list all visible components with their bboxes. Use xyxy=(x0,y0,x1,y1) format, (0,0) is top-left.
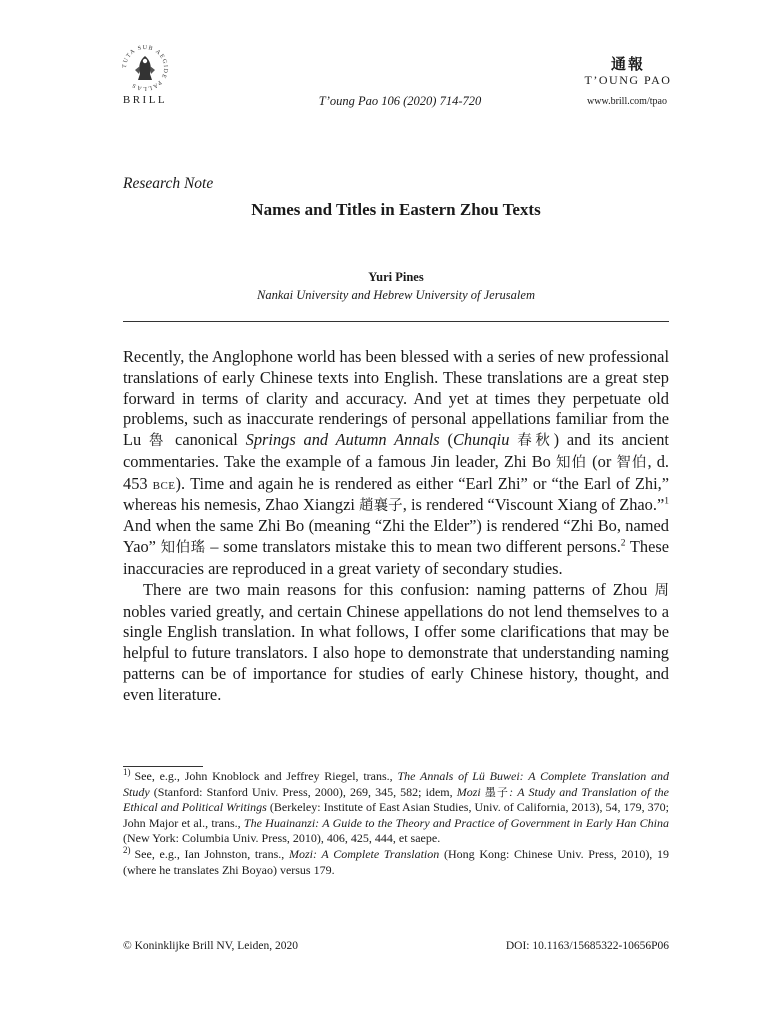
author-affiliation: Nankai University and Hebrew University of Jerusalem xyxy=(257,288,535,302)
footnote-1: $^{1)}$ See, e.g., John Knoblock and Jeffrey Riegel, trans., The Annals of Lü Buwei: A Complete Translation and Study (Stanford: Stanford Univ. Press, 2000), 269, 345, 582; idem, Mozi 墨子: A Study and Translation of the Ethical and Political Writings (Berkeley: Institute of East Asian Studies, Univ. of California, 2013), 54, 179, 370; John Major et al., trans., The Huainanzi: A Guide to the Theory and Practice of Government in Early Han China (New York: Columbia Univ. Press, 2010), 406, 425, 444, et saepe. xyxy=(123,767,670,846)
footnote-2: $^{2)}$ See, e.g., Ian Johnston, trans., Mozi: A Complete Translation (Hong Kong: Chinese Univ. Press, 2010), 19 (where he translates Zhi Boyao) versus 179. xyxy=(123,844,670,877)
cjk-zhibo: 知伯 xyxy=(555,454,588,471)
journal-cjk-title: 通報 xyxy=(610,55,645,73)
paragraph-1: Recently, the Anglophone world has been blessed with a series of new professional translations of early Chinese texts into English. These translations are a great step forward in terms of clarity and accuracy. And yet at times they perpetuate old problems, such as inaccurate renderings of personal appellations familiar from the Lu 魯 canonical Springs and Autumn Annals (Chunqiu 春秋) and its ancient commentaries. Take the example of a famous Jin leader, Zhi Bo 知伯 (or 智伯, d. 453 bce). Time and again he is rendered as either “Earl Zhi” or “the Earl of Zhi,” whereas his nemesis, Zhao Xiangzi 趙襄子, is rendered “Viscount Xiang of Zhao.”$^1$ And when the same Zhi Bo (meaning “Zhi the Elder”) is rendered “Zhi Bo, named Yao” 知伯瑤 – some translators mistake this to mean two different persons.$^2$ These inaccuracies are reproduced in a great variety of secondary studies. xyxy=(123,347,670,578)
copyright-notice: © Koninklijke Brill NV, Leiden, 2020 xyxy=(123,940,298,952)
article-body xyxy=(123,347,669,706)
journal-latin-title: T’OUNG PAO xyxy=(584,73,672,87)
author-name: Yuri Pines xyxy=(368,270,424,284)
bce-label: bce xyxy=(152,473,176,493)
section-label: Research Note xyxy=(123,175,214,192)
cjk-zhao-xiangzi: 趙襄子 xyxy=(359,497,403,514)
doi-link[interactable]: DOI: 10.1163/15685322-10656P06 xyxy=(505,940,669,952)
publisher-name: BRILL xyxy=(122,94,168,106)
footnote-1-label: 1) xyxy=(123,767,131,777)
logo-ring-text: TUTA SUB AEGIDE PALLAS xyxy=(121,44,169,92)
journal-masthead xyxy=(580,56,676,87)
paragraph-2: There are two main reasons for this confusion: naming patterns of Zhou 周 nobles varied greatly, and certain Chinese appellations do not lend themselves to a single English translation. In what follows, I offer some clarifications that may be helpful to future translators. I also hope to demonstrate that understanding naming patterns can be of importance for studies of early Chinese history, thought, and even literature. xyxy=(123,579,669,704)
brill-emblem-icon xyxy=(121,44,169,92)
article-title: Names and Titles in Eastern Zhou Texts xyxy=(251,200,541,219)
journal-reference: T’oung Pao 106 (2020) 714-720 xyxy=(318,94,482,108)
chunqiu-term: Chunqiu xyxy=(452,430,510,450)
footnote-ref-2[interactable]: 2 xyxy=(620,538,626,549)
cjk-lu: 魯 xyxy=(149,433,168,450)
cjk-zhibo-alt: 智伯 xyxy=(616,454,648,471)
header-divider xyxy=(123,321,669,322)
cjk-chunqiu: 春秋 xyxy=(517,433,554,450)
cjk-zhi-boyao: 知伯瑤 xyxy=(160,540,206,557)
annals-title: Springs and Autumn Annals xyxy=(245,430,440,450)
footnote-2-label: 2) xyxy=(123,844,131,855)
cjk-zhou: 周 xyxy=(654,582,669,599)
footnote-ref-1[interactable]: 1 xyxy=(664,496,669,507)
footnotes xyxy=(123,769,669,878)
brill-logo xyxy=(118,44,172,114)
journal-url: www.brill.com/tpao xyxy=(587,96,667,107)
cjk-mozi: 墨子 xyxy=(484,785,510,799)
footnote-divider xyxy=(123,766,203,767)
